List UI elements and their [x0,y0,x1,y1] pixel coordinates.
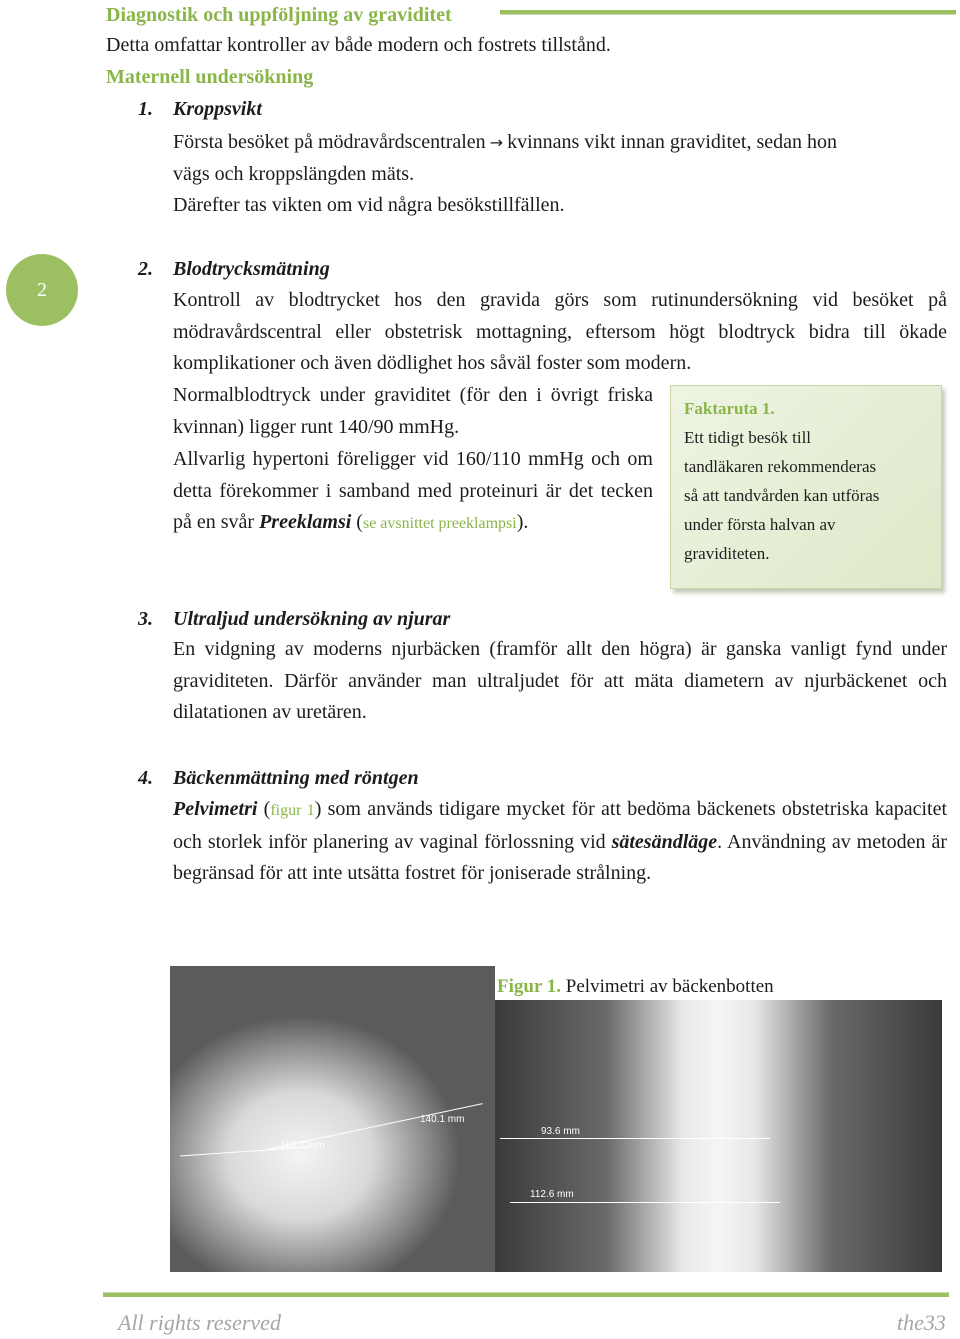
fact-box-line-4: under första halvan av [684,515,836,534]
measure-line-4 [510,1202,780,1203]
item-2-paragraph: Kontroll av blodtrycket hos den gravida görs som rutinundersökning vid besöket på mödravårdscentral eller obstetrisk mottagning, eftersom högt blodtryck bidra till ökade komplikationer och även dödlighet hos såväl foster som modern. [173,289,947,375]
arrow-right-icon: → [489,133,504,152]
item-4-number: 4. [138,767,153,789]
page-heading: Diagnostik och uppföljning av graviditet [106,4,452,26]
ref-close: ). [516,511,529,534]
item-2-number: 2. [138,258,153,280]
preeklampsi-reference-link[interactable]: se avsnittet preeklampsi [362,515,517,533]
footer-rule [103,1292,949,1297]
fact-box-line-2: tandläkaren rekommenderas [684,457,877,476]
item-1-line-2: vägs och kroppslängden mäts. [173,162,415,185]
measure-label-1: 140.1 mm [420,1114,465,1125]
item-1-body [173,127,837,222]
item-1-number: 1. [138,98,153,120]
figure-caption [497,973,774,1001]
item-1-title: Kroppsvikt [173,98,262,120]
pelvimetry-xray-figure [170,966,942,1272]
item-2-severe-bp [173,444,653,540]
section-subheading: Maternell undersökning [106,66,314,88]
fact-box-line-3: så att tandvården kan utföras [684,486,880,505]
item-4-title: Bäckenmättning med röntgen [173,767,419,789]
intro-text: Detta omfattar kontroller av både modern och fostrets tillstånd. [106,34,611,56]
preeklamsi-term: Preeklamsi [259,511,352,534]
footer-rights: All rights reserved [118,1310,281,1335]
satesandlage-term: sätesändläge [611,830,718,853]
measure-line-3 [500,1138,770,1139]
item-4-text-b: Användning av metoden är begränsad för att inte utsätta fostret för joniserade strålning. [173,830,947,885]
header-rule [500,10,956,15]
item-2-severe-text: Allvarlig hypertoni föreligger vid 160/110 mmHg och om detta förekommer i samband med proteinuri är det tecken på en svår [173,448,653,534]
fact-box-line-5: graviditeten. [684,544,770,563]
measure-label-4: 112.6 mm [530,1189,574,1200]
item-3-title: Ultraljud undersökning av njurar [173,608,451,630]
figure-1-reference-link[interactable]: figur 1 [270,802,315,819]
fact-box [670,385,942,589]
figure-caption-text: Pelvimetri av bäckenbotten [565,976,774,997]
item-4-text-a: som används tidigare mycket för att bedöma bäckenets obstetriska kapacitet och storlek inför planering av vaginal förlossning vid [173,798,947,853]
item-2-normal-bp: Normalblodtryck under graviditet (för den i övrigt friska kvinnan) ligger runt 140/90 mmHg. [173,384,653,438]
ref-open: ( [351,511,363,534]
item-2-title: Blodtrycksmätning [173,258,330,280]
item-3-paragraph: En vidgning av moderns njurbäcken (framför allt den högra) är ganska vanligt fynd under graviditeten. Därför använder man ultraljudet för att mäta diametern av njurbäckenet och dilatationen av uretären. [173,638,947,724]
fact-box-line-1: Ett tidigt besök till [684,428,812,447]
measure-label-3: 93.6 mm [541,1126,580,1137]
item-1-line-1a: Första besöket på mödravårdscentralen [173,131,486,153]
page-number-badge: 2 [6,254,78,326]
fact-box-title: Faktaruta 1. [684,399,775,418]
item-1-line-3: Därefter tas vikten om vid några besökstillfällen. [173,194,565,217]
item-1-line-1b: kvinnans vikt innan graviditet, sedan hon [507,131,838,153]
pelvimetri-term: Pelvimetri [173,798,258,820]
footer-brand: the33 [897,1310,946,1335]
measure-label-2: 158.7 mm [280,1140,325,1151]
figure-label: Figur 1. [497,976,562,997]
item-4-paragraph: Pelvimetri (figur 1) som används tidigare mycket för att bedöma bäckenets obstetriska kapacitet och storlek inför planering av vaginal förlossning vid sätesändläge. Användning av metoden är begränsad för att inte utsätta fostret för joniserade strålning. [173,798,947,885]
item-3-number: 3. [138,608,153,630]
